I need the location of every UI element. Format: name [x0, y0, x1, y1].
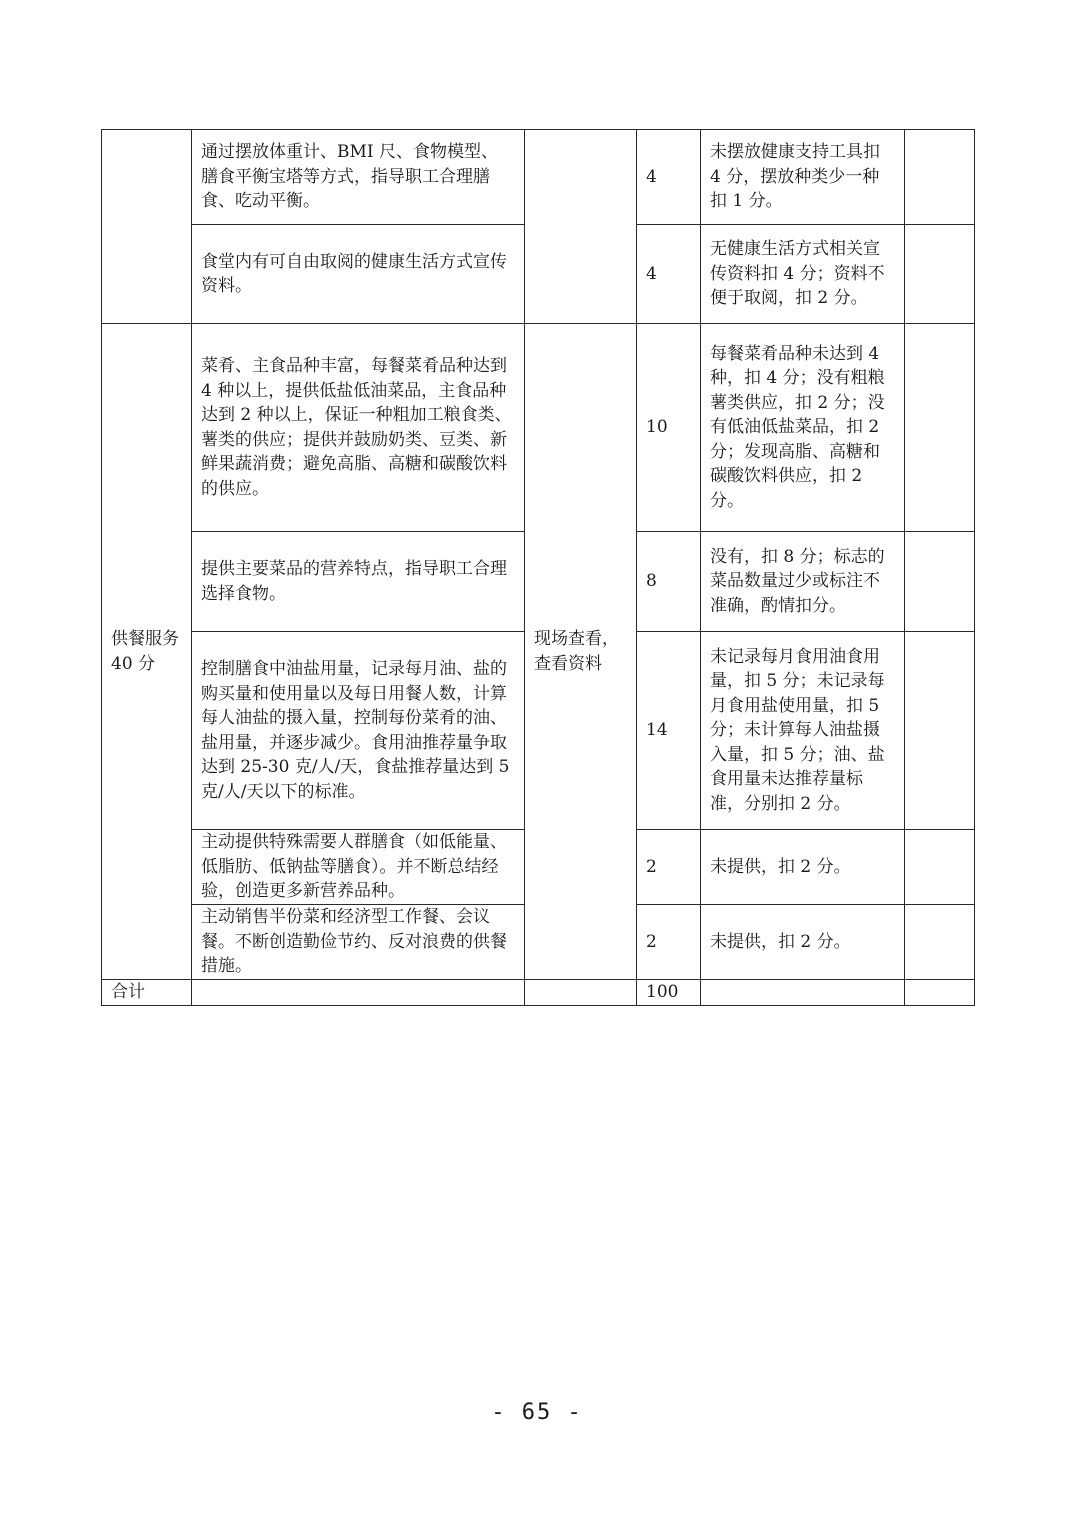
result-cell	[905, 905, 975, 980]
category-cell: 供餐服务 40 分	[102, 324, 192, 980]
deduction-cell: 没有，扣 8 分；标志的菜品数量过少或标注不准确，酌情扣分。	[701, 532, 905, 632]
page-number: - 65 -	[491, 1400, 583, 1425]
total-score: 100	[637, 980, 701, 1006]
score-cell: 4	[637, 130, 701, 225]
total-label: 合计	[102, 980, 192, 1006]
category-cell-blank	[102, 130, 192, 324]
deduction-cell: 未记录每月食用油食用量，扣 5 分；未记录每月食用盐使用量，扣 5 分；未计算每人油盐摄入量，扣 5 分；油、盐食用量未达推荐量标准，分别扣 2 分。	[701, 632, 905, 830]
score-cell: 10	[637, 324, 701, 532]
method-cell: 现场查看，查看资料	[525, 324, 637, 980]
total-result-blank	[905, 980, 975, 1006]
score-cell: 4	[637, 225, 701, 324]
score-cell: 2	[637, 830, 701, 905]
standard-cell: 通过摆放体重计、BMI 尺、食物模型、膳食平衡宝塔等方式，指导职工合理膳食、吃动平衡。	[192, 130, 525, 225]
standard-cell: 菜肴、主食品种丰富，每餐菜肴品种达到 4 种以上，提供低盐低油菜品，主食品种达到 2 种以上，保证一种粗加工粮食类、薯类的供应；提供并鼓励奶类、豆类、新鲜果蔬消费；避免高脂、高糖和碳酸饮料的供应。	[192, 324, 525, 532]
standard-cell: 主动提供特殊需要人群膳食（如低能量、低脂肪、低钠盐等膳食）。并不断总结经验，创造更多新营养品种。	[192, 830, 525, 905]
table-row	[102, 324, 975, 532]
total-row	[102, 980, 975, 1006]
method-cell-blank	[525, 130, 637, 324]
score-cell: 14	[637, 632, 701, 830]
total-standard-blank	[192, 980, 525, 1006]
deduction-cell: 每餐菜肴品种未达到 4 种，扣 4 分；没有粗粮薯类供应，扣 2 分；没有低油低盐菜品，扣 2 分；发现高脂、高糖和碳酸饮料供应，扣 2 分。	[701, 324, 905, 532]
table-row	[102, 130, 975, 225]
result-cell	[905, 130, 975, 225]
result-cell	[905, 532, 975, 632]
standard-cell: 提供主要菜品的营养特点，指导职工合理选择食物。	[192, 532, 525, 632]
total-method-blank	[525, 980, 637, 1006]
standard-cell: 食堂内有可自由取阅的健康生活方式宣传资料。	[192, 225, 525, 324]
result-cell	[905, 632, 975, 830]
result-cell	[905, 830, 975, 905]
total-deduction-blank	[701, 980, 905, 1006]
standard-cell: 主动销售半份菜和经济型工作餐、会议餐。不断创造勤俭节约、反对浪费的供餐措施。	[192, 905, 525, 980]
deduction-cell: 无健康生活方式相关宣传资料扣 4 分；资料不便于取阅，扣 2 分。	[701, 225, 905, 324]
result-cell	[905, 324, 975, 532]
result-cell	[905, 225, 975, 324]
score-cell: 8	[637, 532, 701, 632]
evaluation-table	[101, 129, 975, 1006]
deduction-cell: 未摆放健康支持工具扣 4 分，摆放种类少一种扣 1 分。	[701, 130, 905, 225]
standard-cell: 控制膳食中油盐用量，记录每月油、盐的购买量和使用量以及每日用餐人数，计算每人油盐的摄入量，控制每份菜肴的油、盐用量，并逐步减少。食用油推荐量争取达到 25-30 克/人/天，食盐推荐量达到 5 克/人/天以下的标准。	[192, 632, 525, 830]
deduction-cell: 未提供，扣 2 分。	[701, 905, 905, 980]
score-cell: 2	[637, 905, 701, 980]
deduction-cell: 未提供，扣 2 分。	[701, 830, 905, 905]
